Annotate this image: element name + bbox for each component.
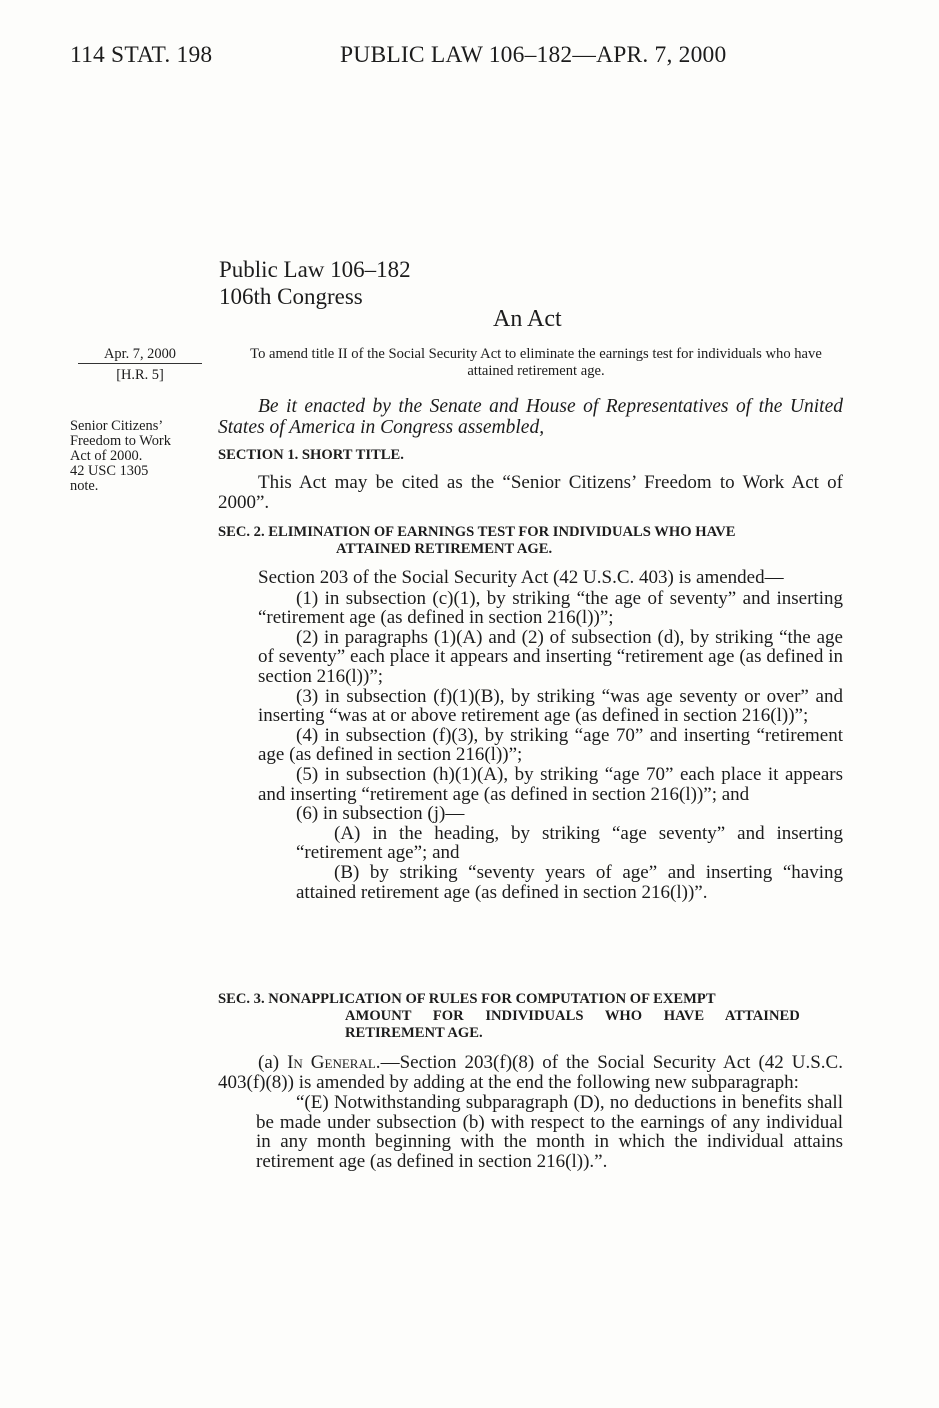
congress-title: 106th Congress [219,284,363,309]
section-2-intro: Section 203 of the Social Security Act (42 U.S.C. 403) is amended— [258,567,784,588]
margin-note-line: Senior Citizens’ [70,418,164,434]
amendment-subitem: (B) by striking “seventy years of age” and inserting “having attained retirement age (as defined in section 216(l))”. [296,861,843,903]
section-1-body [218,473,843,512]
margin-note-line: Act of 2000. [70,448,143,464]
amendment-item: (2) in paragraphs (1)(A) and (2) of subsection (d), by striking “the age of seventy” each place it appears and inserting “retirement age (as defined in section 216(l))”; [258,626,843,687]
margin-note-line: Freedom to Work [70,433,171,449]
amendment-item: (6) in subsection (j)— [296,803,465,825]
short-title-text: This Act may be cited as the “Senior Citizens’ Freedom to Work Act of 2000”. [218,472,843,513]
section-2-body [218,568,843,902]
enacting-clause-block [218,396,843,438]
enacting-clause: Be it enacted by the Senate and House of Representatives of the United States of America in Congress assembled, [218,396,843,438]
margin-divider [78,363,202,364]
section-2-heading-line: SEC. 2. ELIMINATION OF EARNINGS TEST FOR INDIVIDUALS WHO HAVE [218,524,736,540]
amendment-item: (4) in subsection (f)(3), by striking “age 70” and inserting “retirement age (as defined in section 216(l))”; [258,724,843,766]
margin-date: Apr. 7, 2000 [104,346,176,362]
subsection-a-text: —Section 203(f)(8) of the Social Security Act (42 U.S.C. 403(f)(8)) is amended by adding at the end the following new subparagraph: [218,1052,843,1093]
amendment-subitem: (A) in the heading, by striking “age seventy” and inserting “retirement age”; and [296,822,843,864]
section-3-heading [218,991,843,1042]
quoted-subparagraph: “(E) Notwithstanding subparagraph (D), no deductions in benefits shall be made under subsection (b) with respect to the earnings of any individual in any month beginning with the month in which the individual attains retirement age (as defined in section 216(l)).”. [256,1092,843,1172]
amendment-item: (3) in subsection (f)(1)(B), by striking “was age seventy or over” and inserting “was at or above retirement age (as defined in section 216(l))”; [258,685,843,727]
subsection-a-caption: In General. [287,1052,381,1073]
subsection-a-label: (a) [258,1052,288,1073]
amendment-item: (5) in subsection (h)(1)(A), by striking “age 70” each place it appears and inserting “retirement age (as defined in section 216(l))”; and [258,763,843,805]
margin-short-title-note [70,419,210,494]
section-3-heading-line: SEC. 3. NONAPPLICATION OF RULES FOR COMPUTATION OF EXEMPT [218,991,716,1007]
section-3-heading-line: AMOUNT FOR INDIVIDUALS WHO HAVE ATTAINED [345,1008,800,1024]
section-1-heading: SECTION 1. SHORT TITLE. [218,447,404,463]
page-stat-number: 114 STAT. 198 [70,42,213,68]
section-2-heading [218,524,843,558]
act-label: An Act [493,306,562,332]
margin-note-line: 42 USC 1305 [70,463,149,479]
public-law-title: Public Law 106–182 [219,257,411,282]
section-3-heading-line: RETIREMENT AGE. [345,1025,483,1041]
subsection-a [218,1053,843,1092]
purpose-statement: To amend title II of the Social Security Act to eliminate the earnings test for individuals who have attained retirement age. [250,346,822,379]
amendment-item: (1) in subsection (c)(1), by striking “the age of seventy” and inserting “retirement age (as defined in section 216(l))”; [258,587,843,629]
running-header: PUBLIC LAW 106–182—APR. 7, 2000 [340,42,727,68]
section-2-heading-line: ATTAINED RETIREMENT AGE. [336,541,553,557]
section-3-body [218,1053,843,1172]
margin-bill-number: [H.R. 5] [116,367,164,383]
margin-note-line: note. [70,478,99,494]
